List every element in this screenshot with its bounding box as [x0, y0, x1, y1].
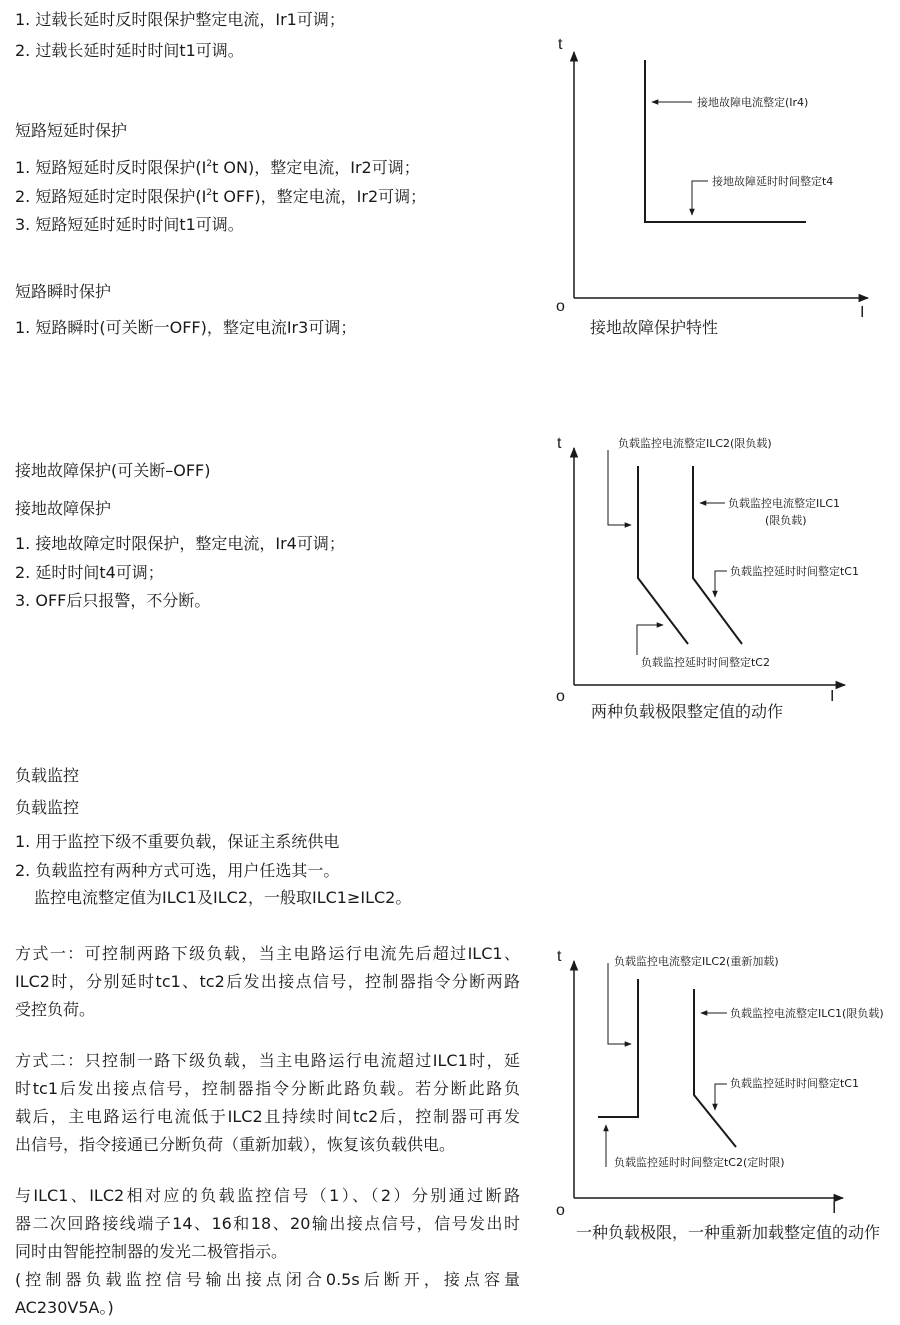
signal-line-5: AC230V5A。) [15, 1298, 114, 1317]
two-limits-diagram [0, 420, 900, 730]
superscript: 2 [206, 187, 213, 198]
overload-line-2: 2. 过载长延时延时时间t1可调。 [15, 41, 244, 60]
ann-ir4: 接地故障电流整定(Ir4) [697, 96, 809, 109]
mode2-line-1: 方式二：只控制一路下级负载，当主电路运行电流超过ILC1时，延 [15, 1051, 520, 1070]
superscript: 2 [206, 158, 213, 169]
reload-diagram [0, 935, 900, 1250]
arrow-ilc2 [608, 963, 631, 1044]
caption-3: 一种负载极限，一种重新加载整定值的动作 [576, 1223, 881, 1242]
ann-ilc1: 负载监控电流整定ILC1 [728, 497, 841, 510]
ann-ilc2: 负载监控电流整定ILC2(限负载) [618, 437, 772, 450]
ground-line-1: 1. 接地故障定时限保护，整定电流，Ir4可调； [15, 534, 345, 553]
ann-tc1: 负载监控延时时间整定tC1 [730, 1077, 859, 1090]
curve-ilc2 [638, 466, 688, 644]
i-axis-label: I [832, 1200, 837, 1217]
arrow-ilc2 [608, 450, 631, 525]
ann-ilc2: 负载监控电流整定ILC2(重新加载) [614, 955, 779, 968]
t-axis-label: t [557, 948, 562, 965]
load-line-1: 1. 用于监控下级不重要负载，保证主系统供电 [15, 832, 340, 851]
caption-2: 两种负载极限整定值的动作 [591, 702, 784, 721]
arrow-tc2 [637, 625, 663, 655]
load-subtitle: 负载监控 [15, 798, 80, 817]
mode1-line-3: 受控负荷。 [15, 1000, 96, 1019]
arrow-tc1 [715, 1084, 727, 1110]
load-line-3: 监控电流整定值为ILC1及ILC2，一般取ILC1≥ILC2。 [34, 888, 412, 907]
ann-tc2: 负载监控延时时间整定tC2 [641, 656, 770, 669]
ann-t4: 接地故障延时时间整定t4 [712, 175, 834, 188]
arrow-tc1 [715, 571, 727, 597]
instant-title: 短路瞬时保护 [15, 282, 112, 301]
short-delay-line-2: 2. 短路短延时定时限保护($I^2t$ OFF)，整定电流，Ir2可调； [15, 187, 427, 206]
origin-label: o [556, 298, 565, 315]
signal-line-4: (控制器负载监控信号输出接点闭合0.5s后断开，接点容量 [15, 1270, 520, 1289]
ann-tc1: 负载监控延时时间整定tC1 [730, 565, 859, 578]
overload-line-1: 1. 过载长延时反时限保护整定电流，Ir1可调； [15, 10, 345, 29]
ann-ilc1-sub: (限负载) [765, 514, 807, 527]
short-delay-line-3: 3. 短路短延时延时时间t1可调。 [15, 215, 244, 234]
mode1-line-2: ILC2时，分别延时tc1、tc2后发出接点信号，控制器指令分断两路 [15, 972, 520, 991]
instant-line-1: 1. 短路瞬时(可关断一OFF)，整定电流Ir3可调； [15, 318, 357, 337]
curve-ilc2-reload [598, 979, 638, 1117]
mode2-line-4: 出信号，指令接通已分断负荷（重新加载），恢复该负载供电。 [15, 1135, 456, 1154]
mode1-line-1: 方式一：可控制两路下级负载，当主电路运行电流先后超过ILC1、 [15, 944, 520, 963]
ground-line-3: 3. OFF后只报警，不分断。 [15, 591, 211, 610]
ground-title: 接地故障保护(可关断–OFF) [15, 461, 211, 480]
short-delay-line-1: 1. 短路短延时反时限保护($I^2t$ ON)，整定电流，Ir2可调； [15, 158, 420, 177]
ground-subtitle: 接地故障保护 [15, 499, 112, 518]
ground-fault-diagram [0, 0, 900, 345]
trip-curve [645, 60, 809, 222]
t-axis-label: t [557, 435, 562, 452]
load-title: 负载监控 [15, 766, 80, 785]
curve-ilc1 [693, 466, 742, 644]
t-axis-label: t [558, 36, 563, 53]
signal-line-1: 与ILC1、ILC2相对应的负载监控信号（1）、（2）分别通过断路 [15, 1186, 520, 1205]
arrow-t4 [692, 181, 708, 215]
signal-line-3: 同时由智能控制器的发光二极管指示。 [15, 1242, 288, 1261]
load-line-2: 2. 负载监控有两种方式可选，用户任选其一。 [15, 861, 340, 880]
ground-line-2: 2. 延时时间t4可调； [15, 563, 164, 582]
short-delay-title: 短路短延时保护 [15, 121, 128, 140]
mode2-line-2: 时tc1后发出接点信号，控制器指令分断此路负载。若分断此路负 [15, 1079, 520, 1098]
origin-label: o [556, 1202, 565, 1219]
origin-label: o [556, 688, 565, 705]
ann-tc2: 负载监控延时时间整定tC2(定时限) [614, 1156, 785, 1169]
i-axis-label: I [860, 304, 865, 321]
caption-1: 接地故障保护特性 [590, 318, 719, 337]
ann-ilc1: 负载监控电流整定ILC1(限负载) [730, 1007, 884, 1020]
mode2-line-3: 载后，主电路运行电流低于ILC2且持续时间tc2后，控制器可再发 [15, 1107, 520, 1126]
signal-line-2: 器二次回路接线端子14、16和18、20输出接点信号，信号发出时 [15, 1214, 520, 1233]
i-axis-label: I [830, 688, 835, 705]
